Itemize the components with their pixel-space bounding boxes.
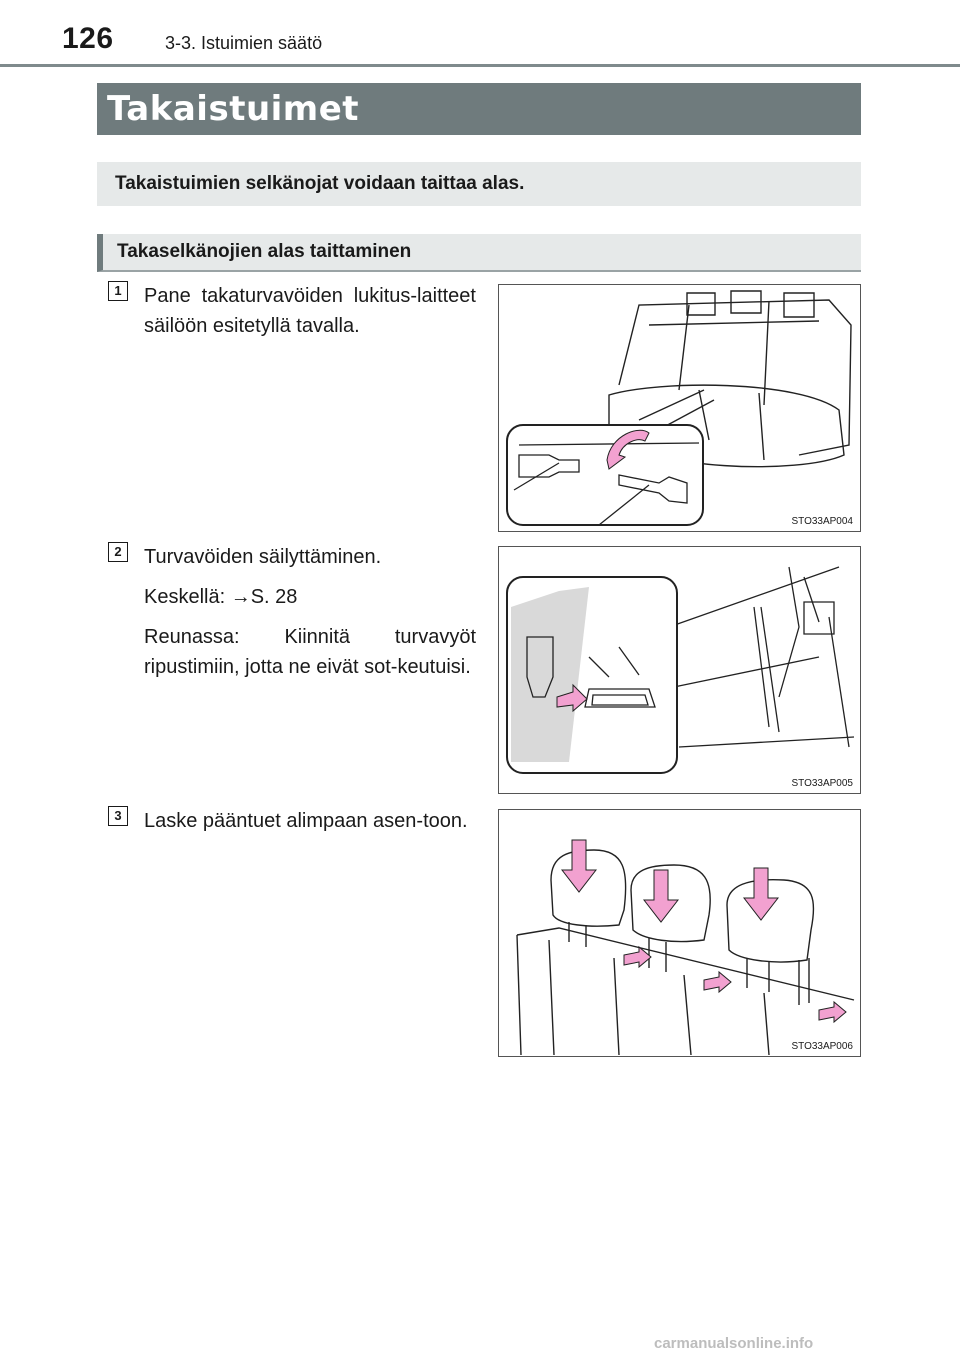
figure-2 [498,546,861,794]
rear-seat-illustration [499,285,860,531]
figure-3 [498,809,861,1057]
figure-1 [498,284,861,532]
intro-box: Takaistuimien selkänojat voidaan taittaa alas. [97,162,861,206]
step-text-1 [144,281,476,351]
step-2-paragraph: Turvavöiden säilyttäminen. [144,546,382,568]
headrest-illustration [499,810,860,1056]
step-2-paragraph: Keskellä: →S. 28 [144,586,298,608]
subheading: Takaselkänojien alas taittaminen [97,234,861,272]
step-text-3 [144,806,476,846]
header-rule [0,64,960,67]
step-2-paragraph: Reunassa: Kiinnitä turvavyöt ripustimiin, jotta ne eivät sot-keutuisi. [144,626,476,678]
step-text-2 [144,542,476,692]
step-number-1: 1 [108,281,128,301]
step-3-paragraph: Laske pääntuet alimpaan asen-toon. [144,810,468,832]
section-label: 3-3. Istuimien säätö [165,33,323,53]
step-number-3: 3 [108,806,128,826]
figure-code: STO33AP004 [791,516,853,527]
step-number-2: 2 [108,542,128,562]
watermark: carmanualsonline.info [654,1335,814,1352]
step-1-paragraph: Pane takaturvavöiden lukitus-laitteet säilöön esitetyllä tavalla. [144,285,476,337]
seatbelt-hanger-illustration [499,547,860,793]
figure-code: STO33AP006 [791,1041,853,1052]
figure-code: STO33AP005 [791,778,853,789]
page-number: 126 [62,22,114,55]
page-title: Takaistuimet [97,83,861,135]
